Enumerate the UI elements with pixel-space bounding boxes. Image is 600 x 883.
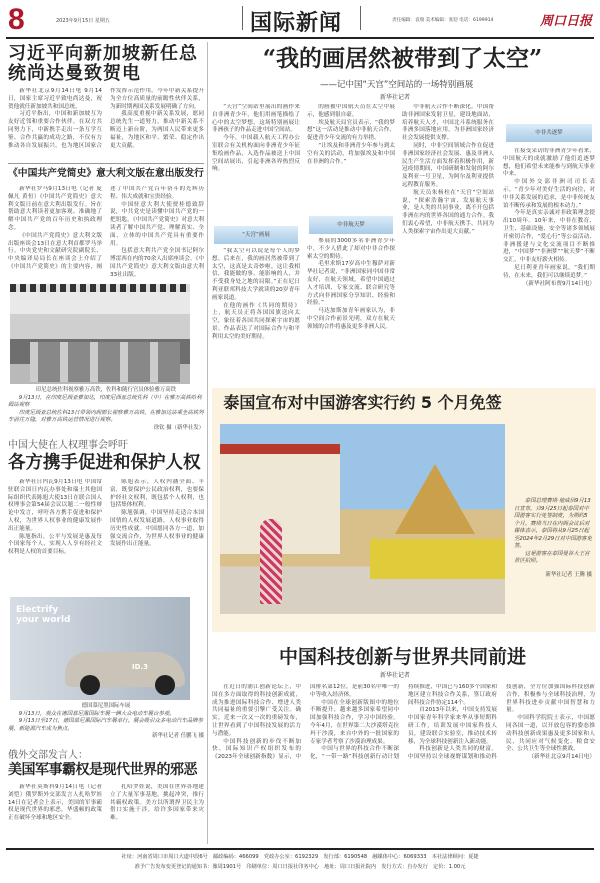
paragraph: 中非航天合作不断深化。中国帮助非洲国家发射卫星，建设地面站，培养航天人才，中国北斗系统服务在非洲多国落地应用，为非洲国家经济社会发展提供支撑。 [402,104,494,142]
paragraph: 包括意大利共产党全国书记阿尔博雷西在内的70余人出席座谈会。《中国共产党简史》意大利文版由意大利33社出版。 [110,248,204,278]
article-russia-us-hegemony [8,750,204,846]
divider [360,6,361,30]
newspaper-logo: 周口日报 [540,14,593,29]
section-header-africa-space-dream: 中非航天梦 [309,216,393,234]
paragraph: 毛里求斯17岁高中生穆萨对新华社记者说，“非洲国家同中国非常友好，在航天领域，希望中国通过人才培训、专家交流、联合研究等方式向非洲国家分享知识、经验和经验。” [307,261,395,307]
photo-caption-title: 德国慕尼黑国际车展 [81,703,131,709]
feature-byline: 新华社记者 [380,94,411,101]
article-xi-congratulations [8,44,204,160]
paragraph: 中国与世界的科技合作不断深化，“一带一路”科技创新行动计划持续推进，中国已与160多个国家和地区建立科技合作关系，签订政府间科技合作协定114个。 [310,684,497,761]
paragraph: 埃及航天局官员表示，“我的梦想”这一活动是推动中非航天合作、促进青少年交流的有力举措。 [307,119,395,142]
kicker: 俄外交部发言人： [8,750,88,761]
paragraph: 今年是真实亲诚对非政策理念提出10周年。10年来，中非在教育、卫生、基础设施、安全等诸多领域展开密切合作，“爱心行”等公益活动、非洲援建与文化交流项目不断推进，“中国梦”“非洲梦”“航天梦”不断交汇，中非友好薪火相传。 [503,210,595,264]
feature-headline: “我的画居然被带到了太空” [262,45,543,72]
section-header-tiangong-exhibition: “天宫”画展 [214,226,298,244]
paragraph: 参展的3000多名非洲青少年中，不少人借此了却对中非合作探索太空的期待。 [307,238,395,260]
paragraph: “让埃及和非洲青少年参与到太空有关的活动，将加强埃及和中国在非洲的合作。” [307,142,395,165]
paragraph: 中国科技创新的步伐不断加快，国际知识产权组织发布的《2023年全球创新指数》显示，中国排名第12位，是前30名中唯一的中等收入经济体。 [212,684,399,761]
paragraph: 习近平指出，中国和新加坡互为友好近邻和重要合作伙伴。在双方共同努力下，中新携手走出一条互学互鉴、合作共赢的成功之路，不仅有力推动各自发展振兴，也为地区国家合作发挥示范作用。今年中新关系提升为全方位高质量的前瞻性伙伴关系，为新时期两国关系发展明确了方向。 [8,88,204,149]
paragraph: 在近日的浦江创新论坛上，中国在多方面取得的科技创新成就，成为推进国际科技合作、增进人类共同福祉的重要引擎广受关注。确实，近来一次又一次的重磅发布，让世界看到了中国科技发展的活力与潜能。 [212,684,301,737]
headline: 各方携手促进和保护人权 [8,453,201,473]
photo-caption: 这是游客在泰国曼谷大王宫景区拍照。 [514,550,590,564]
photo-jakarta-bandung-railway [10,284,190,384]
paragraph: 尼日利亚青年画家说，“我们期待，在未来，我们可以继续追梦。” [503,264,595,279]
section-title: 国际新闻 [250,10,343,36]
paragraph: 陈旭表示，人权内涵全面、丰富，既要保护公民政治权利，也要保护经社文权利，既包括个人权利，也包括集体权利。 [110,479,204,509]
paragraph: （新华社阿布贾9月14日电） [522,280,595,287]
photo-credit: 新华社记者 王腾 摄 [545,571,592,578]
footer-line-1: 社址：河南省周口市周口大道中段6号 邮政编码：466099 党政办公室：6192329 发行部：6190548 融媒体中心：6069333 本社法律顾问：夏捷 [121,854,479,860]
article-human-rights [8,440,204,589]
photo-caption: 9月13日至17日，德国慕尼黑国际汽车展举行。展会吸引众多电动汽车品牌参展，新能源汽车成为焦点。 [8,718,204,732]
kicker: 中国大使在人权理事会呼吁 [8,440,128,451]
paragraph: 今年，中国载人航天工程办公室联合有关机构面向非洲青少年征集绘画作品，入选作品被送上中国空间站展出，引起非洲各界热烈反响。 [212,135,300,173]
paragraph: 扎哈罗娃说，美国在世界各地建立了大量军事基地，挑起冲突，推行其霸权政策。美方以所谓捍卫民主为借口实施干涉，给许多国家带来灾难。 [110,784,204,822]
header-rule [6,37,594,39]
footer-rule [6,848,594,850]
photo-caption: 9月13日，观众在德国慕尼黑国际车展一辆大众电动车展台参观。 [18,710,175,717]
section-header-china-africa-dream: 中非共逐梦 [506,124,592,142]
paragraph: 同时，中非空间领域合作在促进非洲国家经济社会发展、惠及非洲人民生产生活方面发挥着积极作用，新冠疫情期间，中国研制和发射的阿尔及利亚一号卫星，为阿尔及利亚提供远程教育服务。 [402,142,494,188]
paragraph: “我太空可以说是每个人的梦想。后来在，我的画居然被带到了太空，这真是太奇妙啦。这让我相信，我能做的事、能影响的人，并不受我身处之地的局限。”正在尼日利亚联邦科技大学就读的20岁青年画家说道。 [212,248,300,301]
article-cpc-history-italian [8,167,204,280]
photo-grand-palace [220,424,505,614]
paragraph: 中国科学院院士表示，中国愿同各国一道，以开放包容的姿态推动科技创新成果惠及更多国家和人民，共同应对气候变化、粮食安全、公共卫生等全球性挑战。 [506,715,595,753]
issue-date: 2023年9月15日 星期五 [56,18,110,24]
photo-credit: 徐钦 摄（新华社发） [153,424,204,431]
paragraph: 新华社莫斯科9月14日电（记者 刘恺）俄罗斯外交部发言人扎哈罗娃14日在记者会上表示，美国的军事霸权是现代世界的邪恶，华盛顿的政策正在破坏全球和地区安全。 [8,784,102,822]
paragraph: “天宫”空间站里展出的画作来自非洲青少年，他们用画笔描绘了心中的太空梦想，这场特别画展让非洲孩子的作品走进中国空间站。 [212,104,300,134]
paragraph: 新华社罗马9月13日电（记者 庞佩凡 黄恒）《中国共产党简史》意大利文版日前在意大利出版发行。旨在帮助意大利读者更加客观、准确地了解中国共产党的百年历史和执政理念。 [8,186,102,231]
paragraph: 中国在全球创新版图中的地位不断提升，越来越多国家希望同中国加强科技合作，学习中国经验。今年4月，在世界第二大沙漠塔克拉玛干沙漠，来自中外的一批国家的专家学者考察了沙漠治理成果。 [310,699,399,745]
paragraph: 的画被中国航天员在太空中展示，他感到很自豪。 [307,104,395,118]
tech-byline: 新华社记者 [380,672,411,679]
paragraph: 陈旭强调，中国坚持走适合本国国情的人权发展道路，人权事业取得历史性成就。中国愿同各方一道，加强交流合作，为世界人权事业的健康发展作出正能量。 [110,510,204,548]
car-model-label: ID.3 [132,663,148,671]
paragraph: 新华社北京9月14日电 9月14日，国家主席习近平致电尚达曼，祝贺他就任新加坡共和国总统。 [8,88,102,110]
paragraph: 在接受采访的非洲青少年看来，中国航天的成就激励了他们追逐梦想，他们希望未来能参与到航天事业中来。 [503,148,595,178]
photo-caption: 9月13日，在印度尼西亚雅加达，印度尼西亚总统佐科（中）在雅万高铁哈利姆站视察 [8,394,202,408]
paragraph: 科技创新是人类共同的财富。中国坚持以全球视野谋划和推动科技创新，全方位加强国际科技创新合作，积极参与全球科技治理，为世界科技进步贡献中国智慧和力量。 [408,684,595,761]
column-divider [207,42,208,844]
paragraph: 中国驻意大利大使贾桂德致辞说，中共党史是读懂中国共产党的一把钥匙，《中国共产党简史》对意大利读者了解中国共产党、理解真实、全面、立体的中国共产党具有重要作用。 [110,201,204,247]
headline: 美国军事霸权是现代世界的邪恶 [8,762,197,778]
thailand-visa-box [212,388,596,632]
paragraph: 《中国共产党简史》意大利文版出版座谈会13日在意大利首都罗马举行。中央党史和文献研究院副院长、中央编译局局长在座谈会上介绍了《中国共产党简史》的主要内容，阐述了中国共产党百年奋斗的光辉历程、伟大成就和宝贵经验。 [8,186,204,270]
headline: 泰国宣布对中国游客实行约 5 个月免签 [223,393,502,412]
paragraph: 在他的画作《共同的期待》上，航天员正将各国国旗送向太空，象征着各国共同探索宇宙的愿景。作品表达了对国际合作与和平利用太空的美好期待。 [212,302,300,340]
divider [8,163,204,164]
footer-line-2: 准予广告发布变更登记的通知书：豫周1901号 印刷单位：周口日报社印务中心 地址：周口日报社院内 发行方式：自办发行 定价：1.00元 [134,864,466,870]
paragraph: 自2013年以来，中国支持发展中国家青年科学家来华从事短期科研工作，培训发展中国家科技人员，建设联合实验室，推动技术转移，为全球科技创新注入新动能。 [408,707,497,745]
photo-caption: 印度尼西亚总统佐科13日带领内阁部长视察雅万高铁，在雅加达站乘坐高铁列车前往万隆，对雅万高铁运营情况进行视察。 [8,409,204,423]
photo-caption: 泰国总理赛塔·他威信9月13日宣布，自9月25日起泰国对中国游客实行免签制度，为期约5个月。赛塔当日在内阁会议后对媒体表示，泰国将从9月25日起至2024年2月29日对中国游客免签。 [514,498,592,549]
divider [242,6,243,30]
tech-headline: 中国科技创新与世界共同前进 [278,646,526,668]
paragraph: 新华社日内瓦9月13日电 中国常驻联合国日内瓦办事处和瑞士其他国际组织代表陈旭大使13日在联合国人权理事会第54届会议以题二一般性辩论中发言，呼吁各方携手促进和保护人权，为世界人权事业的健康发展作出正能量。 [8,479,102,532]
photo-munich-auto-show [10,597,190,700]
paragraph: 我高度重视中新关系发展，愿同总统先生一道努力，推动中新关系不断迈上新台阶，为两国人民带来更多福祉，为地区和平、繁荣、稳定作出更大贡献。 [110,111,204,149]
photo-credit: 新华社记者 任鹏飞 摄 [152,733,204,739]
paragraph: 陈旭指出，公平与发展是惠及每个国家每个人，实现人人享有经社文权利是人权的首要目标。 [8,533,102,556]
paragraph: 航天员朱杨柱在“天宫”空间站说，“探索浩瀚宇宙、发展航天事业，是人类的共同事业，离不开包括非洲在内的世界各国的通力合作。我们衷心希望，中非航天携手，共同为人类探索宇宙作出更大贡献。” [402,189,494,235]
headline: 习近平向新加坡新任总统尚达曼致贺电 [8,44,198,84]
sign-text: Electrify your world [16,605,71,625]
editors-line: 责任编辑：袁瑞 美术编辑：张迎 电话：6199914 [392,18,494,23]
feature-subtitle: ——记中国“天宫”空间站的一场特别画展 [320,80,474,90]
headline: 《中国共产党简史》意大利文版在意出版发行 [8,168,204,179]
page-number: 8 [8,3,25,36]
photo-caption-title: 印尼总统佐科视察雅万高铁，佐科和随行官员体验雅万高铁 [35,387,177,393]
paragraph: 马达加斯加青年画家认为，非中空间合作前景光明，双方在航天领域的合作将惠及更多非洲人民。 [307,308,395,330]
paragraph: 中国外交部非洲司司长表示，“青少年对美好生活的向往，对中非关系发展的追求，是中非传统友谊不断传承和发展的根本动力。” [503,179,595,209]
paragraph: （新华社北京9月14日电） [528,754,595,761]
